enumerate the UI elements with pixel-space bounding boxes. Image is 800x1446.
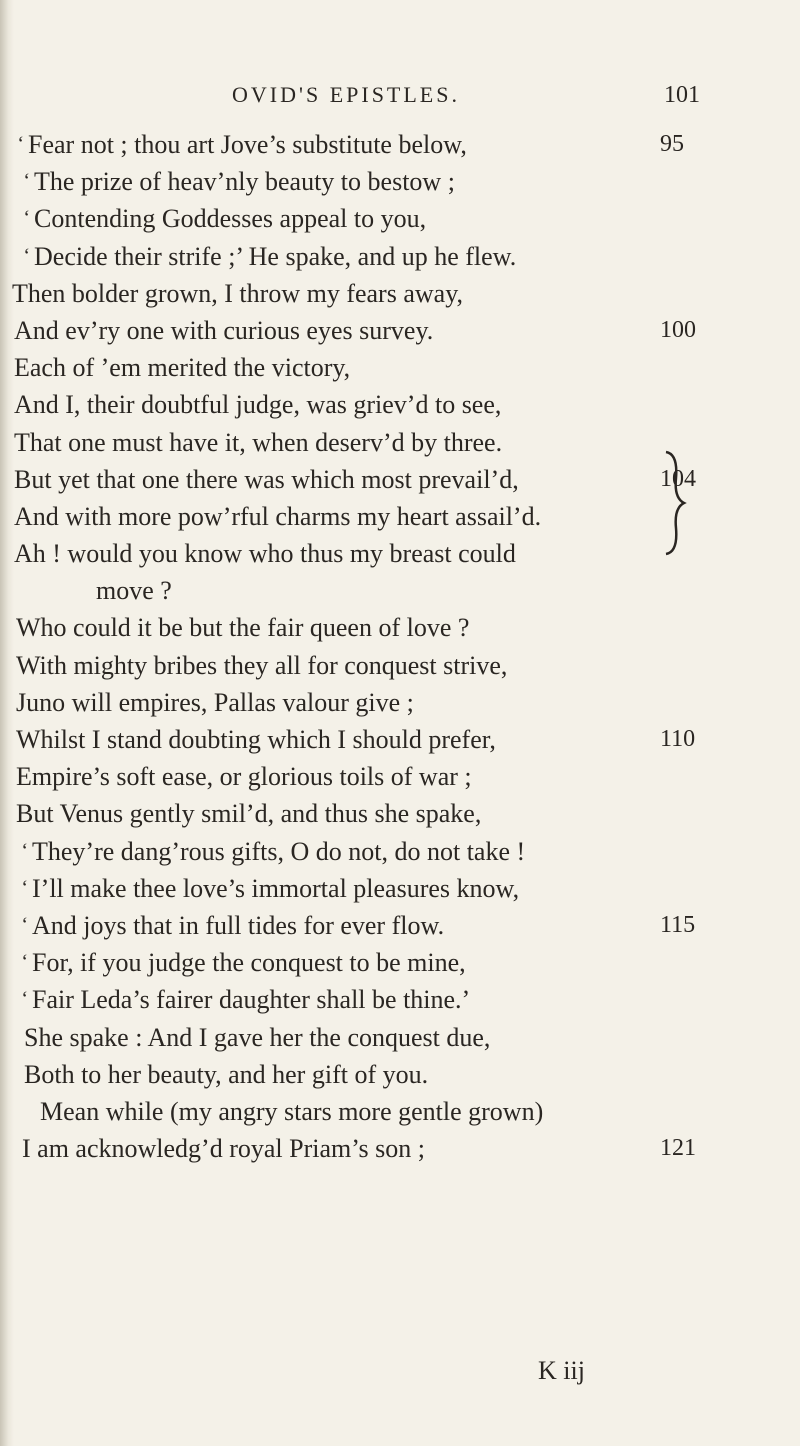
signature-mark: K iij [538,1356,585,1385]
verse-line [0,795,800,832]
triplet-brace [660,448,690,558]
verse-line [0,1056,800,1093]
verse-line [0,647,800,684]
verse-text: Juno will empires, Pallas valour give ; [16,687,414,717]
verse-text: And I, their doubtful judge, was griev’d to see, [14,390,502,420]
verse-line [0,609,800,646]
verse-text: I am acknowledg’d royal Priam’s son ; [22,1134,425,1164]
verse-text: The prize of heav’nly beauty to bestow ; [34,167,455,197]
verse-line [0,312,800,349]
verse-text: Contending Goddesses appeal to you, [34,204,427,234]
verse-text: Then bolder grown, I throw my fears away, [12,278,464,308]
verse-line [0,833,800,870]
verse-line [0,1019,800,1056]
verse-line [0,126,800,163]
verse-line [0,275,800,312]
verse-line [0,870,800,907]
poem-body [0,126,800,1167]
line-number: 104 [660,465,696,492]
verse-line [0,572,800,609]
verse-line [0,163,800,200]
verse-line [0,721,800,758]
quote-mark: ‘ [21,988,28,1011]
verse-line [0,386,800,423]
verse-line [0,907,800,944]
verse-line [0,1093,800,1130]
verse-text: They’re dang’rous gifts, O do not, do not take ! [32,836,526,866]
quote-mark: ‘ [17,133,24,155]
verse-text: Both to her beauty, and her gift of you. [24,1059,429,1089]
verse-text: move ? [96,576,172,606]
verse-text: Decide their strife ;’ He spake, and up he flew. [34,241,517,271]
quote-mark: ‘ [21,913,28,936]
verse-text: Who could it be but the fair queen of love ? [16,613,470,643]
verse-line [0,349,800,386]
quote-mark: ‘ [21,839,28,862]
verse-text: And with more pow’rful charms my heart assail’d. [14,501,542,531]
page-number: 101 [664,82,700,108]
verse-text: And joys that in full tides for ever flow. [32,910,445,940]
verse-text: Ah ! would you know who thus my breast could [14,539,516,569]
verse-text: I’ll make thee love’s immortal pleasures know, [32,873,520,903]
line-number: 121 [660,1135,696,1162]
verse-text: Fair Leda’s fairer daughter shall be thine.’ [32,985,471,1015]
line-number: 110 [660,726,696,752]
quote-mark: ‘ [23,207,30,230]
verse-text: She spake : And I gave her the conquest due, [24,1022,491,1052]
verse-line [0,238,800,275]
verse-text: With mighty bribes they all for conquest strive, [16,650,508,680]
verse-text: That one must have it, when deserv’d by three. [14,427,503,457]
quote-mark: ‘ [23,244,30,267]
verse-line [0,200,800,237]
line-number: 95 [660,131,684,157]
line-number: 100 [660,316,696,343]
verse-text: Fear not ; thou art Jove’s substitute below, [28,130,467,159]
verse-text: Each of ’em merited the victory, [14,353,351,383]
verse-line [0,758,800,795]
line-number: 115 [660,911,696,938]
verse-line [0,1130,800,1167]
quote-mark: ‘ [21,876,28,899]
verse-line [0,944,800,981]
running-title: OVID'S EPISTLES. [232,82,460,107]
verse-text: For, if you judge the conquest to be mine, [32,948,466,978]
verse-line [0,981,800,1018]
verse-text: Whilst I stand doubting which I should prefer, [16,725,496,754]
quote-mark: ‘ [23,170,30,193]
verse-text: And ev’ry one with curious eyes survey. [14,315,434,345]
verse-text: But yet that one there was which most prevail’d, [14,464,519,494]
verse-line [0,684,800,721]
verse-text: Empire’s soft ease, or glorious toils of war ; [16,762,472,792]
verse-text: But Venus gently smil’d, and thus she spake, [16,799,482,829]
quote-mark: ‘ [21,951,28,974]
verse-text: Mean while (my angry stars more gentle grown) [40,1096,544,1126]
page-header [0,82,800,112]
